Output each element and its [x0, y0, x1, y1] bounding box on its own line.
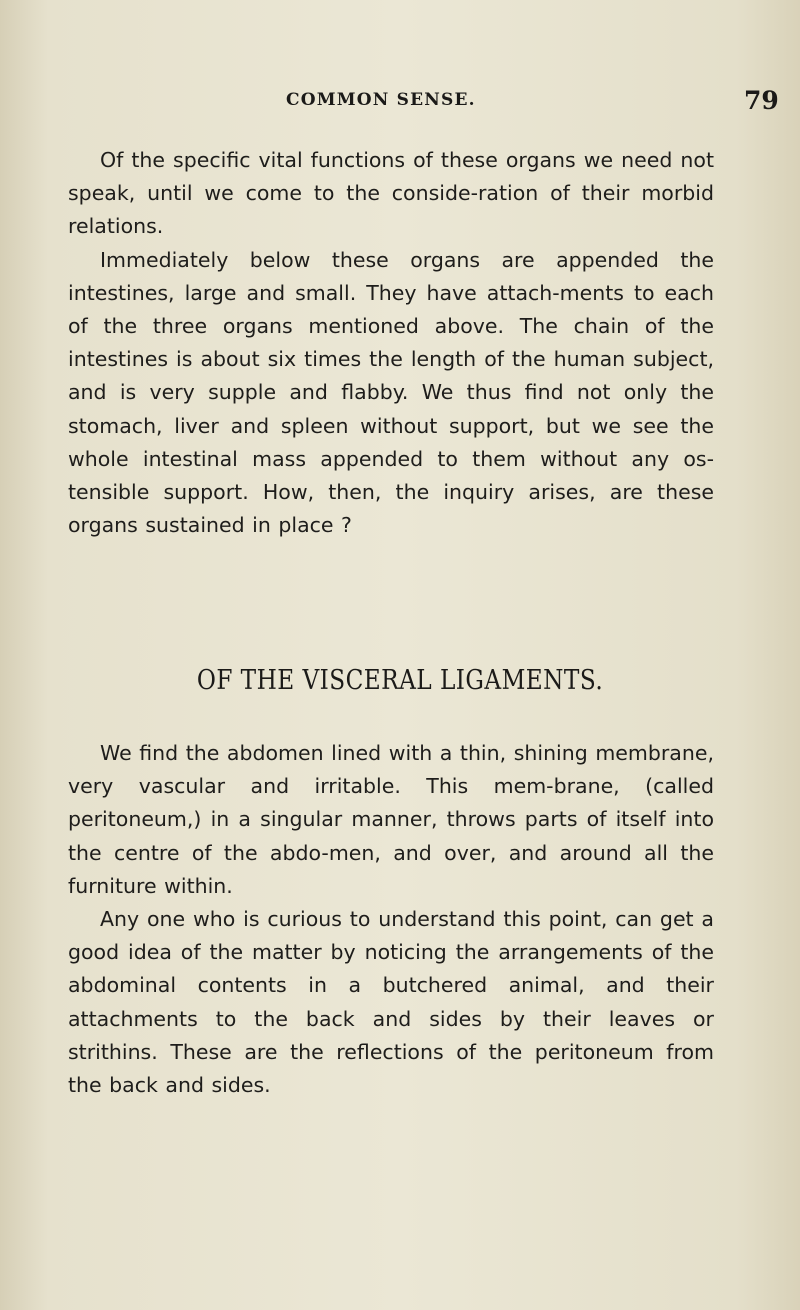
paragraph: We find the abdomen lined with a thin, shining membrane, very vascular and irritable. This mem-brane, (called peritoneum,) in a singular manner, throws parts of itself into the centre of the abdo-men, and over, and around all the furniture within.	[68, 741, 714, 898]
page-number: 79	[744, 86, 779, 115]
paragraph: Immediately below these organs are appended the intestines, large and small. They have attach-ments to each of the three organs mentioned above. The chain of the intestines is about six times the length of the human subject, and is very supple and flabby. We thus find not only the stomach, liver and spleen without support, but we see the whole intestinal mass appended to them without any os-tensible support. How, then, the inquiry arises, are these organs sustained in place ?	[68, 247, 714, 538]
running-title: COMMON SENSE.	[286, 90, 476, 110]
paragraph: Of the specific vital functions of these organs we need not speak, until we come to the conside-ration of their morbid relations.	[68, 148, 714, 239]
section-heading: OF THE VISCERAL LIGAMENTS.	[196, 665, 604, 696]
paragraph: Any one who is curious to understand this point, can get a good idea of the matter by noticing the arrangements of the abdominal contents in a butchered animal, and their attachments to the back and sides by their leaves or strithins. These are the reflections of the peritoneum from the back and sides.	[68, 907, 714, 1098]
body-text-after-heading	[68, 737, 714, 1102]
running-head	[0, 86, 800, 126]
body-text-before-heading	[68, 144, 714, 542]
